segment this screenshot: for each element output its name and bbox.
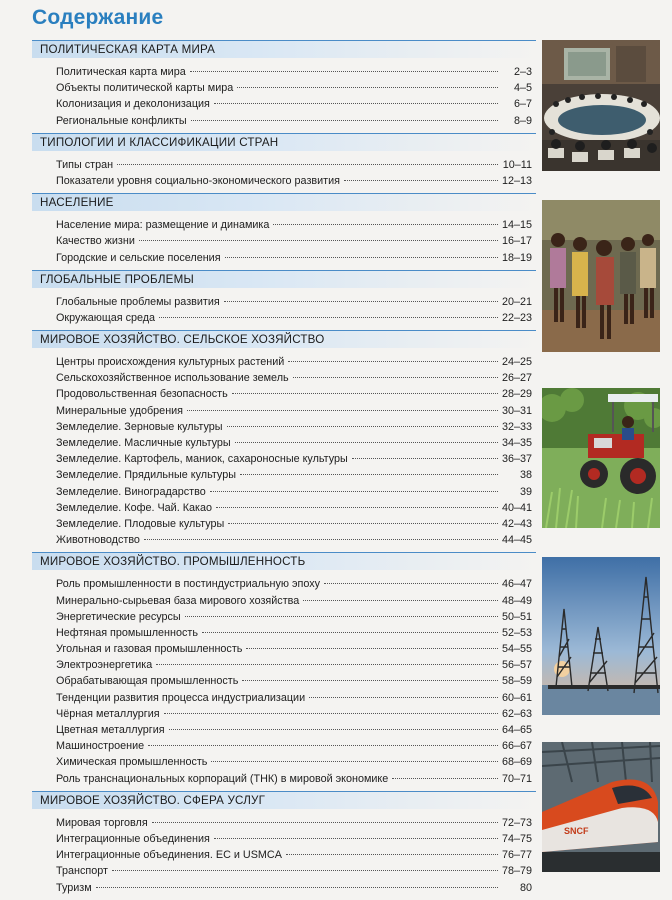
- dot-leader: [214, 103, 498, 104]
- dot-leader: [148, 745, 498, 746]
- entry-title: Угольная и газовая промышленность: [56, 643, 243, 656]
- dot-leader: [159, 317, 498, 318]
- toc-section: [32, 270, 536, 330]
- toc-entry[interactable]: [32, 435, 536, 451]
- entry-title: Качество жизни: [56, 235, 135, 248]
- entry-pages: 64–65: [501, 724, 532, 736]
- entry-title: Показатели уровня социально-экономического развития: [56, 174, 340, 187]
- photo-oil-derricks: [542, 557, 660, 715]
- entry-pages: 22–23: [501, 311, 532, 324]
- entry-pages: 78–79: [501, 865, 532, 878]
- entry-title: Центры происхождения культурных растений: [56, 356, 285, 369]
- toc-entry[interactable]: [32, 500, 536, 516]
- entry-pages: 18–19: [501, 251, 532, 264]
- dot-leader: [246, 648, 498, 649]
- dot-leader: [344, 180, 498, 181]
- entry-pages: 36–37: [501, 453, 532, 466]
- entry-title: Обрабатывающая промышленность: [56, 675, 239, 688]
- toc-entry[interactable]: [32, 233, 536, 249]
- entry-pages: 2–3: [513, 66, 532, 78]
- entry-title: Земледелие. Масличные культуры: [56, 437, 231, 449]
- dot-leader: [139, 240, 498, 241]
- toc-entry[interactable]: [32, 754, 536, 770]
- dot-leader: [309, 697, 498, 698]
- dot-leader: [225, 257, 498, 258]
- toc-section: [32, 193, 536, 270]
- entry-title: Колонизация и деколонизация: [56, 98, 210, 111]
- section-entries: [32, 570, 536, 790]
- toc-section: [32, 133, 536, 193]
- entry-pages: 50–51: [501, 610, 532, 623]
- entry-title: Земледелие. Виноградарство: [56, 485, 206, 498]
- dot-leader: [232, 393, 498, 394]
- toc-entry[interactable]: [32, 609, 536, 625]
- entry-title: Туризм: [56, 881, 92, 894]
- toc-entry[interactable]: [32, 593, 536, 609]
- entry-title: Интеграционные объединения: [56, 832, 210, 845]
- toc-entry[interactable]: [32, 419, 536, 435]
- dot-leader: [273, 224, 498, 225]
- toc-section: [32, 330, 536, 552]
- dot-leader: [324, 583, 498, 584]
- entry-title: Мировая торговля: [56, 816, 148, 829]
- entry-pages: 66–67: [501, 740, 532, 753]
- entry-title: Роль транснациональных корпораций (ТНК) в мировой экономике: [56, 772, 389, 785]
- entry-pages: 30–31: [501, 404, 532, 417]
- dot-leader: [392, 778, 498, 779]
- section-header: МИРОВОЕ ХОЗЯЙСТВО. СФЕРА УСЛУГ: [32, 791, 536, 809]
- dot-leader: [210, 491, 498, 492]
- dot-leader: [185, 616, 498, 617]
- section-entries: [32, 151, 536, 193]
- dot-leader: [190, 71, 498, 72]
- entry-pages: 38: [519, 469, 532, 482]
- entry-pages: 72–73: [501, 816, 532, 829]
- entry-pages: 56–57: [501, 659, 532, 672]
- entry-pages: 46–47: [501, 578, 532, 591]
- toc-entry[interactable]: [32, 484, 536, 500]
- section-entries: [32, 809, 536, 900]
- entry-title: Сельскохозяйственное использование земель: [56, 372, 289, 385]
- toc-entry[interactable]: [32, 738, 536, 754]
- photo-children: [542, 200, 660, 352]
- section-header: НАСЕЛЕНИЕ: [32, 193, 536, 211]
- toc-entry[interactable]: [32, 403, 536, 419]
- toc-entry[interactable]: [32, 516, 536, 532]
- photo-council-chamber: [542, 40, 660, 171]
- entry-title: Транспорт: [56, 865, 108, 878]
- section-header: МИРОВОЕ ХОЗЯЙСТВО. ПРОМЫШЛЕННОСТЬ: [32, 552, 536, 570]
- toc-entry[interactable]: [32, 771, 536, 787]
- toc-entry[interactable]: [32, 863, 536, 879]
- toc-entry[interactable]: [32, 690, 536, 706]
- entry-pages: 32–33: [501, 420, 532, 433]
- entry-pages: 34–35: [501, 437, 532, 449]
- entry-pages: 26–27: [501, 372, 532, 385]
- dot-leader: [235, 442, 498, 443]
- entry-pages: 60–61: [501, 691, 532, 704]
- dot-leader: [152, 822, 498, 823]
- toc-entry[interactable]: [32, 657, 536, 673]
- dot-leader: [228, 523, 498, 524]
- entry-title: Продовольственная безопасность: [56, 388, 228, 401]
- entry-title: Городские и сельские поселения: [56, 251, 221, 264]
- entry-pages: 16–17: [501, 235, 532, 248]
- entry-pages: 8–9: [513, 114, 532, 127]
- dot-leader: [169, 729, 498, 730]
- page-title: Содержание: [32, 6, 164, 29]
- dot-leader: [242, 680, 498, 681]
- toc-entry[interactable]: [32, 706, 536, 722]
- entry-title: Тенденции развития процесса индустриализации: [56, 691, 306, 704]
- toc-entry[interactable]: [32, 386, 536, 402]
- toc-entry[interactable]: [32, 641, 536, 657]
- dot-leader: [240, 474, 498, 475]
- dot-leader: [112, 870, 498, 871]
- section-entries: [32, 288, 536, 330]
- dot-leader: [216, 507, 498, 508]
- section-header: ГЛОБАЛЬНЫЕ ПРОБЛЕМЫ: [32, 270, 536, 288]
- entry-pages: 10–11: [502, 158, 532, 171]
- toc-entry[interactable]: [32, 294, 536, 310]
- toc-entry[interactable]: [32, 157, 536, 173]
- entry-pages: 4–5: [513, 82, 532, 95]
- toc-entry[interactable]: [32, 173, 536, 189]
- toc-entry[interactable]: [32, 847, 536, 863]
- entry-title: Чёрная металлургия: [56, 707, 160, 720]
- dot-leader: [237, 87, 498, 88]
- toc-entry[interactable]: [32, 64, 536, 80]
- photo-tractor: [542, 388, 660, 528]
- dot-leader: [214, 838, 498, 839]
- entry-pages: 54–55: [501, 643, 532, 656]
- entry-title: Интеграционные объединения. ЕС и USMCA: [56, 849, 282, 862]
- toc-entry[interactable]: [32, 831, 536, 847]
- dot-leader: [286, 854, 498, 855]
- toc-section: [32, 40, 536, 133]
- dot-leader: [293, 377, 498, 378]
- toc-entry[interactable]: [32, 576, 536, 592]
- entry-pages: 6–7: [513, 98, 532, 111]
- dot-leader: [144, 539, 498, 540]
- dot-leader: [187, 410, 498, 411]
- entry-title: Минерально-сырьевая база мирового хозяйства: [56, 594, 300, 607]
- train-logo-text: SNCF: [564, 826, 589, 836]
- toc-entry[interactable]: [32, 250, 536, 266]
- entry-title: Цветная металлургия: [56, 724, 165, 736]
- entry-pages: 14–15: [501, 219, 532, 232]
- entry-title: Глобальные проблемы развития: [56, 295, 220, 308]
- entry-title: Энергетические ресурсы: [56, 610, 181, 623]
- entry-pages: 48–49: [501, 594, 532, 607]
- dot-leader: [224, 301, 498, 302]
- toc-entry[interactable]: [32, 370, 536, 386]
- dot-leader: [288, 361, 498, 362]
- dot-leader: [156, 664, 498, 665]
- entry-pages: 70–71: [501, 772, 532, 785]
- section-header: МИРОВОЕ ХОЗЯЙСТВО. СЕЛЬСКОЕ ХОЗЯЙСТВО: [32, 330, 536, 348]
- toc-entry[interactable]: [32, 310, 536, 326]
- dot-leader: [96, 887, 498, 888]
- entry-pages: 40–41: [501, 501, 532, 514]
- toc-section: [32, 552, 536, 790]
- entry-title: Химическая промышленность: [56, 756, 208, 769]
- dot-leader: [191, 120, 498, 121]
- entry-pages: 58–59: [501, 675, 532, 688]
- section-header: ПОЛИТИЧЕСКАЯ КАРТА МИРА: [32, 40, 536, 58]
- dot-leader: [211, 761, 498, 762]
- toc-entry[interactable]: [32, 467, 536, 483]
- entry-title: Земледелие. Кофе. Чай. Какао: [56, 501, 212, 514]
- entry-title: Типы стран: [56, 158, 114, 171]
- entry-pages: 39: [519, 485, 532, 498]
- toc-entry[interactable]: [32, 722, 536, 738]
- toc-entry[interactable]: [32, 880, 536, 896]
- entry-pages: 52–53: [501, 626, 532, 639]
- toc-entry[interactable]: [32, 217, 536, 233]
- dot-leader: [164, 713, 498, 714]
- entry-pages: 44–45: [501, 534, 532, 547]
- entry-pages: 28–29: [501, 388, 532, 401]
- toc-entry[interactable]: [32, 113, 536, 129]
- entry-title: Объекты политической карты мира: [56, 82, 234, 95]
- entry-title: Машиностроение: [56, 740, 145, 753]
- entry-pages: 20–21: [501, 295, 532, 308]
- entry-title: Роль промышленности в постиндустриальную эпоху: [56, 578, 321, 591]
- toc-section: [32, 791, 536, 900]
- entry-pages: 24–25: [501, 356, 532, 369]
- dot-leader: [303, 600, 498, 601]
- entry-pages: 42–43: [501, 517, 532, 530]
- entry-title: Население мира: размещение и динамика: [56, 219, 270, 232]
- dot-leader: [202, 632, 498, 633]
- entry-title: Земледелие. Зерновые культуры: [56, 420, 223, 433]
- toc-entry[interactable]: [32, 815, 536, 831]
- toc-entry[interactable]: [32, 354, 536, 370]
- entry-title: Политическая карта мира: [56, 66, 186, 78]
- toc-entry[interactable]: [32, 96, 536, 112]
- entry-pages: 74–75: [501, 832, 532, 845]
- toc-entry[interactable]: [32, 80, 536, 96]
- entry-title: Земледелие. Картофель, маниок, сахароносные культуры: [56, 453, 348, 466]
- toc-entry[interactable]: [32, 673, 536, 689]
- entry-title: Минеральные удобрения: [56, 404, 184, 417]
- entry-title: Земледелие. Плодовые культуры: [56, 517, 225, 530]
- section-entries: [32, 211, 536, 270]
- dot-leader: [352, 458, 498, 459]
- entry-pages: 12–13: [501, 174, 532, 187]
- photo-train: [542, 742, 660, 872]
- entry-title: Нефтяная промышленность: [56, 626, 198, 639]
- toc-entry[interactable]: [32, 625, 536, 641]
- entry-title: Электроэнергетика: [56, 659, 153, 672]
- section-header: ТИПОЛОГИИ И КЛАССИФИКАЦИИ СТРАН: [32, 133, 536, 151]
- entry-pages: 76–77: [501, 849, 532, 862]
- entry-pages: 62–63: [501, 707, 532, 720]
- table-of-contents: [32, 40, 536, 900]
- entry-title: Окружающая среда: [56, 311, 156, 324]
- entry-pages: 80: [519, 881, 532, 894]
- entry-title: Животноводство: [56, 534, 140, 547]
- toc-entry[interactable]: [32, 451, 536, 467]
- dot-leader: [227, 426, 498, 427]
- entry-title: Региональные конфликты: [56, 114, 187, 127]
- section-entries: [32, 58, 536, 133]
- dot-leader: [117, 164, 498, 165]
- entry-title: Земледелие. Прядильные культуры: [56, 469, 236, 482]
- section-entries: [32, 348, 536, 552]
- toc-entry[interactable]: [32, 532, 536, 548]
- entry-pages: 68–69: [501, 756, 532, 769]
